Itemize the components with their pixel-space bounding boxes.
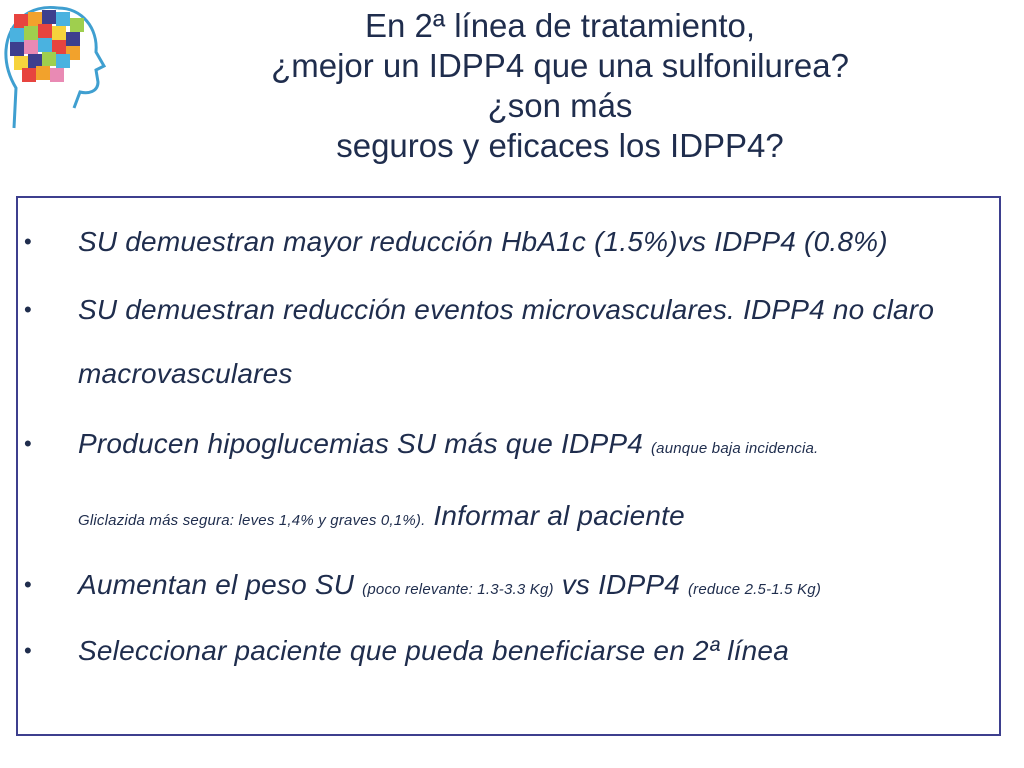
bullet-marker: • (24, 431, 32, 456)
title-line-2: ¿mejor un IDPP4 que una sulfonilurea? (271, 47, 849, 84)
bullet-item-hypoglycemia (20, 412, 1000, 556)
bullet-text: SU demuestran mayor reducción HbA1c (1.5%)vs IDPP4 (0.8%) (78, 226, 888, 257)
slide-title (130, 6, 990, 166)
bullet-item-weight (20, 556, 1000, 619)
bullet-text: SU demuestran reducción eventos microvasculares. IDPP4 no claro macrovasculares (78, 294, 935, 389)
bullet-marker: • (24, 638, 32, 663)
bullet-note: (reduce 2.5-1.5 Kg) (687, 581, 822, 598)
bullet-text: Aumentan el peso SU (78, 569, 363, 600)
title-line-1: En 2ª línea de tratamiento, (364, 7, 756, 44)
bullet-item-select-patient (20, 619, 1000, 683)
bullet-text: Producen hipoglucemias SU más que IDPP4 (78, 428, 651, 459)
bullet-text: Seleccionar paciente que pueda beneficiarse en 2ª línea (78, 635, 789, 666)
bullet-item-hba1c (20, 212, 1000, 272)
title-line-3: ¿son más (487, 87, 633, 124)
bullet-text: vs IDPP4 (553, 569, 688, 600)
bullet-marker: • (24, 572, 32, 597)
bullet-list (20, 212, 1000, 683)
bullet-note: (aunque baja incidencia. (650, 440, 819, 457)
bullet-note: Gliclazida más segura: leves 1,4% y graves 0,1%). (78, 512, 426, 529)
bullet-marker: • (24, 229, 32, 254)
bullet-note: (poco relevante: 1.3-3.3 Kg) (362, 581, 554, 598)
bullet-item-microvascular (20, 278, 1000, 406)
title-line-4: seguros y eficaces los IDPP4? (336, 127, 784, 164)
bullet-text: Informar al paciente (425, 500, 685, 531)
head-puzzle-icon (0, 0, 110, 140)
bullet-marker: • (24, 297, 32, 322)
